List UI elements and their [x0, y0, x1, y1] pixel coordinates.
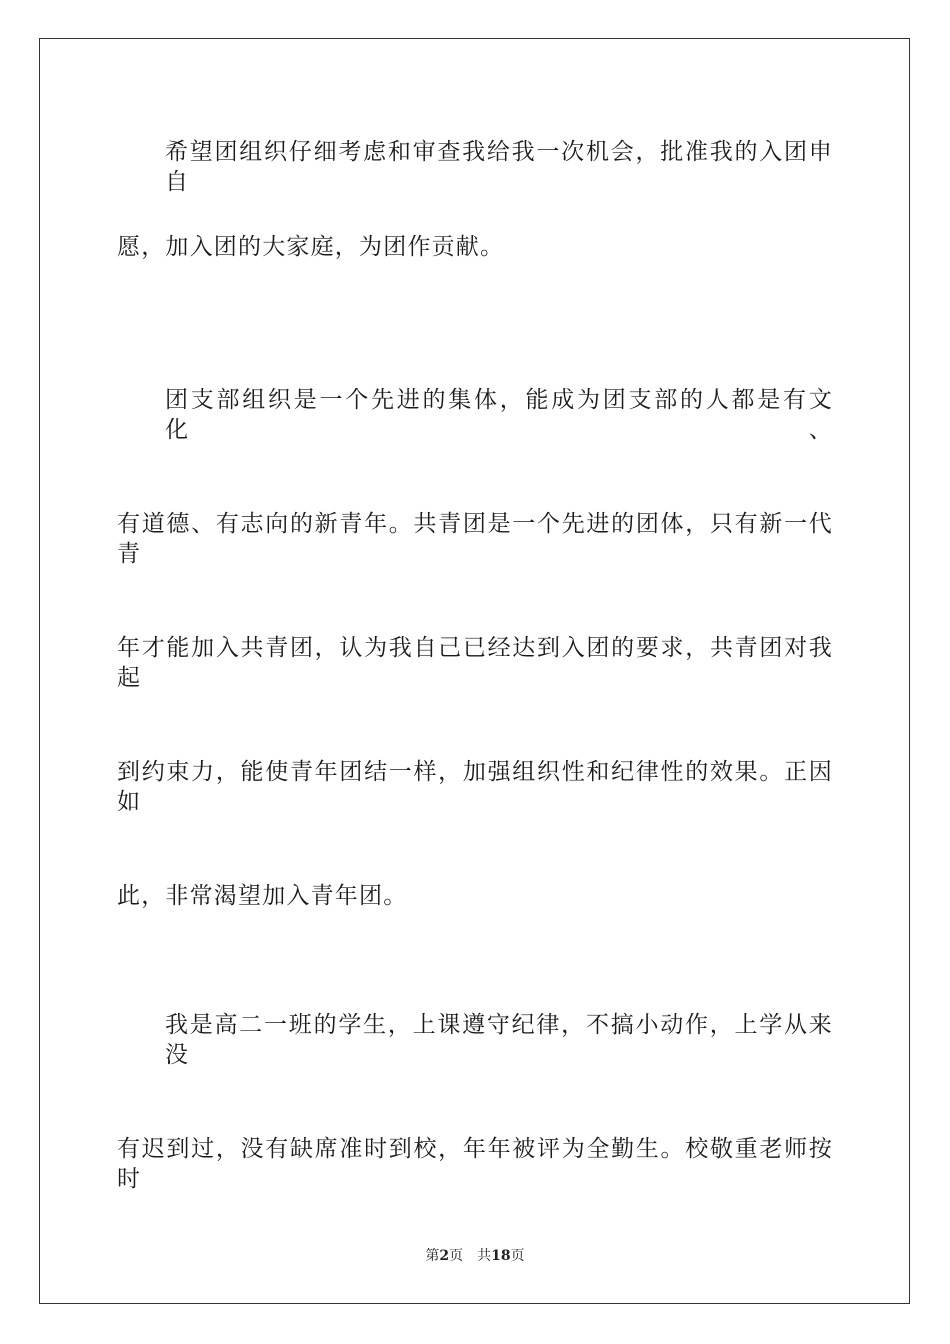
total-prefix: 共 [477, 1248, 492, 1264]
page-footer [0, 1247, 950, 1265]
paragraph-3-line-2: 有迟到过，没有缺席准时到校，年年被评为全勤生。校敬重老师按时 [117, 1136, 833, 1192]
page-number: 2 [439, 1248, 450, 1264]
paragraph-2-line-2: 有道德、有志向的新青年。共青团是一个先进的团体，只有新一代青 [117, 511, 833, 567]
paragraph-2-line-4: 到约束力，能使青年团结一样，加强组织性和纪律性的效果。正因如 [117, 759, 833, 815]
paragraph-2-line-5: 此，非常渴望加入青年团。 [117, 883, 408, 909]
paragraph-1-line-2: 愿，加入团的大家庭，为团作贡献。 [117, 234, 505, 260]
paragraph-2-line-1: 团支部组织是一个先进的集体，能成为团支部的人都是有文化、 [165, 387, 833, 443]
paragraph-2-line-3: 年才能加入共青团，认为我自己已经达到入团的要求，共青团对我起 [117, 635, 833, 691]
paragraph-3-line-1: 我是高二一班的学生，上课遵守纪律，不搞小动作，上学从来没 [165, 1012, 833, 1068]
page-suffix: 页 [449, 1248, 464, 1264]
paragraph-1-line-1: 希望团组织仔细考虑和审查我给我一次机会，批准我的入团申自 [165, 139, 833, 195]
total-pages: 18 [491, 1248, 511, 1264]
page-prefix: 第 [425, 1248, 440, 1264]
total-suffix: 页 [510, 1248, 525, 1264]
